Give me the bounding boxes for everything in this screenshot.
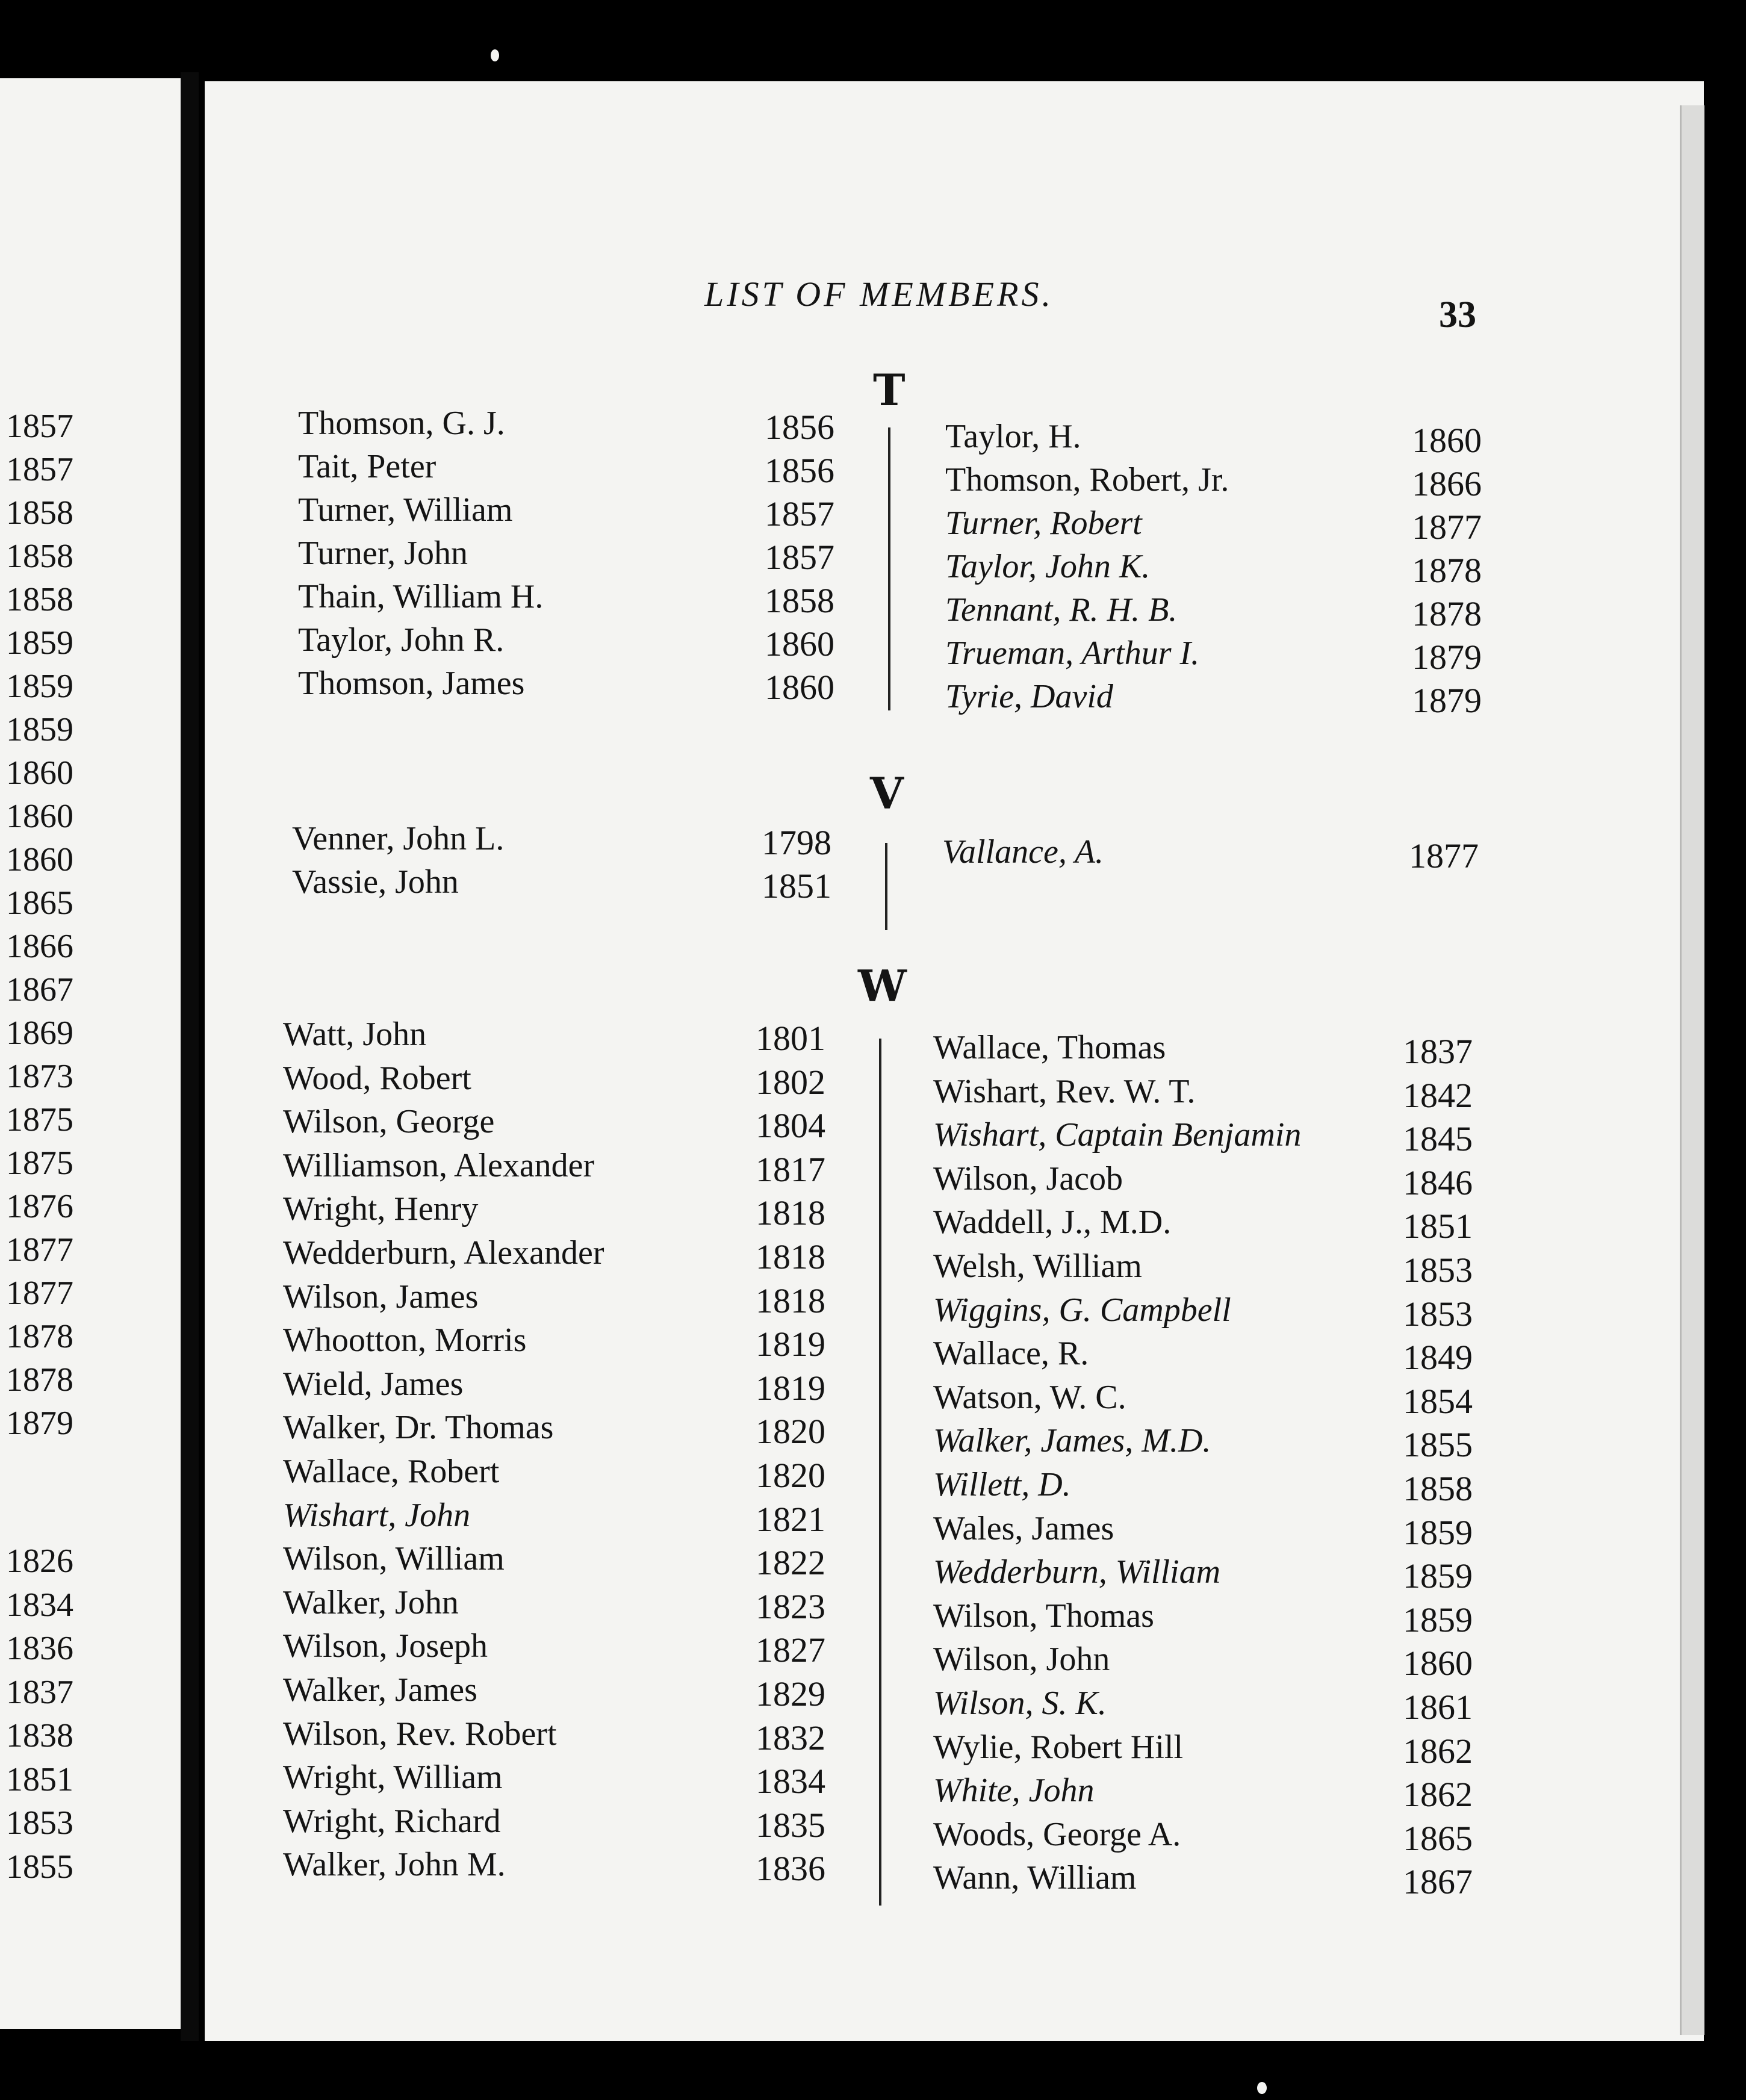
member-name: Wright, Richard [283,1802,501,1840]
member-year: 1867 [1403,1862,1473,1902]
member-name: Wright, Henry [283,1190,479,1228]
member-year: 1878 [1412,551,1482,590]
member-year: 1878 [1412,594,1482,633]
member-year: 1818 [756,1193,825,1233]
member-name: Wilson, William [283,1540,505,1578]
member-year: 1829 [756,1674,825,1713]
member-name: Tennant, R. H. B. [945,591,1178,629]
member-year: 1877 [1409,836,1479,875]
member-name: Walker, James, M.D. [933,1422,1211,1460]
member-year: 1842 [1403,1075,1473,1115]
member-year: 1851 [1403,1207,1473,1246]
facing-page-year: 1858 [6,538,73,575]
section-letter-t: T [873,364,906,415]
member-year: 1820 [756,1412,825,1452]
member-year: 1837 [1403,1032,1473,1071]
member-year: 1835 [756,1805,825,1845]
facing-page-year: 1877 [6,1275,73,1312]
member-name: Wedderburn, William [933,1553,1221,1591]
member-name: Wallace, R. [933,1335,1089,1373]
member-year: 1849 [1403,1338,1473,1378]
facing-page-year: 1858 [6,581,73,618]
facing-page-year: 1859 [6,711,73,748]
facing-page-year: 1837 [6,1673,73,1711]
member-year: 1820 [756,1456,825,1495]
member-name: Walker, John M. [283,1846,506,1884]
member-year: 1823 [756,1586,825,1626]
member-name: Wright, William [283,1759,503,1797]
member-name: Walker, John [283,1583,459,1621]
page-number: 33 [1439,294,1476,335]
page-edge [1680,105,1704,2035]
member-year: 1854 [1403,1381,1473,1421]
facing-page-year: 1838 [6,1717,73,1754]
facing-page-year: 1873 [6,1058,73,1095]
member-name: Turner, Robert [945,505,1142,542]
member-year: 1827 [756,1630,825,1670]
member-year: 1865 [1403,1818,1473,1858]
member-year: 1879 [1412,638,1482,677]
member-name: Vassie, John [292,863,459,901]
member-year: 1798 [762,823,831,862]
member-year: 1859 [1403,1512,1473,1552]
member-name: Wield, James [283,1365,464,1403]
facing-page-year: 1857 [6,451,73,488]
facing-page-year: 1860 [6,841,73,878]
member-name: Wishart, Rev. W. T. [933,1072,1196,1110]
facing-page-year: 1855 [6,1848,73,1886]
member-year: 1817 [756,1149,825,1189]
member-name: Wedderburn, Alexander [283,1234,604,1272]
member-name: Walker, Dr. Thomas [283,1409,554,1447]
member-name: Taylor, H. [945,418,1081,455]
member-year: 1858 [1403,1469,1473,1508]
member-name: Tait, Peter [298,448,437,485]
member-name: Wallace, Robert [283,1453,500,1490]
member-year: 1802 [756,1062,825,1102]
member-year: 1846 [1403,1163,1473,1202]
member-year: 1858 [765,581,834,620]
member-name: Wylie, Robert Hill [933,1728,1183,1766]
member-name: Woods, George A. [933,1815,1181,1853]
member-year: 1818 [756,1237,825,1276]
member-year: 1818 [756,1281,825,1320]
member-name: Wallace, Thomas [933,1029,1166,1066]
dust-speck [1257,2082,1267,2094]
member-name: Vallance, A. [942,833,1104,871]
facing-page-year: 1857 [6,408,73,445]
member-name: Wilson, George [283,1103,495,1141]
member-name: Wales, James [933,1509,1114,1547]
member-year: 1860 [765,624,834,663]
facing-page-year: 1859 [6,624,73,662]
member-year: 1834 [756,1762,825,1801]
member-name: Wilson, James [283,1278,479,1316]
member-year: 1860 [1412,421,1482,460]
facing-page-year: 1866 [6,928,73,965]
member-name: Thomson, James [298,665,525,702]
facing-page-year: 1836 [6,1630,73,1667]
member-name: Whootton, Morris [283,1322,527,1359]
member-year: 1853 [1403,1294,1473,1334]
member-year: 1860 [765,668,834,707]
member-name: Turner, William [298,491,513,529]
member-year: 1832 [756,1718,825,1757]
member-year: 1859 [1403,1600,1473,1639]
facing-page-year: 1867 [6,971,73,1008]
member-year: 1804 [756,1106,825,1146]
facing-page-year: 1826 [6,1542,73,1580]
member-name: Wishart, John [283,1496,471,1534]
member-name: Wilson, S. K. [933,1685,1107,1722]
facing-page-year: 1860 [6,798,73,835]
member-year: 1856 [765,408,834,447]
column-divider [888,427,890,710]
member-year: 1819 [756,1325,825,1364]
column-divider [885,843,887,930]
member-name: Wood, Robert [283,1059,471,1097]
member-name: Trueman, Arthur I. [945,635,1200,672]
section-letter-v: V [870,768,904,819]
member-name: Wilson, John [933,1641,1110,1679]
page-title: LIST OF MEMBERS. [704,275,1054,314]
facing-page-year: 1834 [6,1586,73,1624]
member-name: Tyrie, David [945,678,1113,715]
member-year: 1859 [1403,1556,1473,1596]
facing-page-year: 1858 [6,494,73,532]
member-name: Waddell, J., M.D. [933,1204,1172,1241]
facing-page-year: 1878 [6,1361,73,1399]
facing-page-year: 1853 [6,1804,73,1842]
member-name: Venner, John L. [292,820,505,857]
member-year: 1877 [1412,508,1482,547]
member-name: Wilson, Jacob [933,1160,1123,1198]
facing-page-year: 1878 [6,1318,73,1355]
member-name: Wann, William [933,1859,1137,1897]
member-year: 1819 [756,1368,825,1408]
dust-speck [491,49,499,61]
member-name: Wiggins, G. Campbell [933,1291,1231,1329]
member-name: Thain, William H. [298,578,544,615]
member-year: 1857 [765,494,834,533]
member-name: Wilson, Rev. Robert [283,1715,557,1753]
facing-page-year: 1860 [6,754,73,792]
facing-page-year: 1851 [6,1760,73,1798]
member-year: 1866 [1412,464,1482,503]
member-name: Wishart, Captain Benjamin [933,1116,1302,1154]
member-year: 1853 [1403,1250,1473,1290]
member-year: 1822 [756,1543,825,1583]
member-name: Willett, D. [933,1466,1071,1503]
member-year: 1861 [1403,1688,1473,1727]
member-year: 1855 [1403,1425,1473,1465]
page-gutter [181,72,199,2041]
member-year: 1856 [765,451,834,490]
member-name: Wilson, Joseph [283,1627,488,1665]
member-year: 1879 [1412,681,1482,720]
member-name: Williamson, Alexander [283,1146,595,1184]
member-year: 1860 [1403,1644,1473,1683]
facing-page-year: 1876 [6,1188,73,1225]
member-year: 1845 [1403,1119,1473,1159]
member-year: 1821 [756,1499,825,1539]
facing-page-year: 1875 [6,1145,73,1182]
member-year: 1801 [756,1019,825,1058]
member-name: Turner, John [298,535,468,572]
member-year: 1836 [756,1849,825,1889]
column-divider [879,1039,881,1906]
facing-page-year: 1869 [6,1014,73,1052]
member-name: Thomson, Robert, Jr. [945,461,1229,499]
member-name: Welsh, William [933,1247,1142,1285]
section-letter-w: W [858,960,907,1011]
member-year: 1851 [762,866,831,906]
member-year: 1862 [1403,1731,1473,1771]
member-name: Watt, John [283,1016,427,1053]
member-name: White, John [933,1772,1095,1810]
facing-page-year: 1865 [6,884,73,922]
member-name: Thomson, G. J. [298,405,505,442]
member-name: Taylor, John R. [298,621,505,659]
member-name: Walker, James [283,1671,477,1709]
member-name: Watson, W. C. [933,1378,1126,1416]
facing-page-year: 1879 [6,1405,73,1442]
facing-page-year: 1875 [6,1101,73,1139]
member-year: 1862 [1403,1775,1473,1815]
facing-page-year: 1859 [6,668,73,705]
member-name: Wilson, Thomas [933,1597,1154,1635]
member-name: Taylor, John K. [945,548,1151,585]
member-year: 1857 [765,538,834,577]
facing-page-year: 1877 [6,1231,73,1269]
